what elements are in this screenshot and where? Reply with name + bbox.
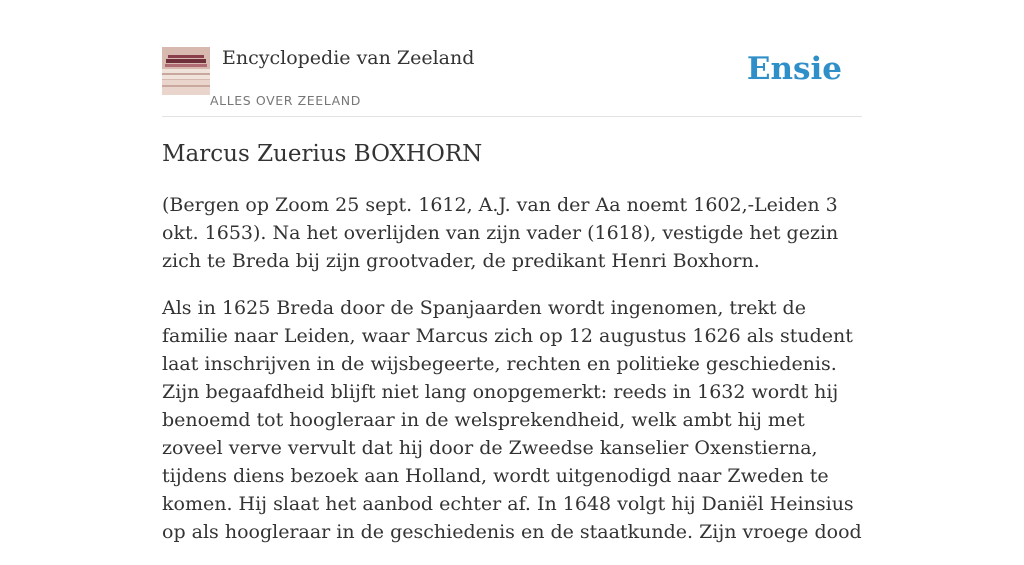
article-title: Marcus Zuerius BOXHORN xyxy=(162,141,483,167)
brand-logo[interactable]: Ensie xyxy=(746,51,842,87)
article-paragraph: (Bergen op Zoom 25 sept. 1612, A.J. van der Aa noemt 1602,-Leiden 3 okt. 1653). Na het overlijden van zijn vader (1618), vestigde het gezin zich te Breda bij zijn grootvader, de predikant Henri Boxhorn. xyxy=(162,194,839,272)
site-header xyxy=(162,0,862,117)
article xyxy=(162,138,862,565)
site-avatar[interactable] xyxy=(162,47,210,95)
article-paragraph: Als in 1625 Breda door de Spanjaarden wordt ingenomen, trekt de familie naar Leiden, waar Marcus zich op 12 augustus 1626 als student laat inschrijven in de wijsbegeerte, rechten en politieke geschiedenis. Zijn begaafdheid blijft niet lang onopgemerkt: reeds in 1632 wordt hij benoemd tot hoogleraar in de welsprekendheid, welk ambt hij met zoveel verve vervult dat hij door de Zweedse kanselier Oxenstierna, tijdens diens bezoek aan Holland, wordt uitgenodigd naar Zweden te komen. Hij slaat het aanbod echter af. In 1648 volgt hij Daniël Heinsius op als hoogleraar in de geschiedenis en de staatkunde. Zijn vroege dood xyxy=(162,297,862,543)
site-subtitle: ALLES OVER ZEELAND xyxy=(210,93,361,108)
site-title[interactable]: Encyclopedie van Zeeland xyxy=(222,47,475,69)
book-stack-icon xyxy=(162,47,210,95)
